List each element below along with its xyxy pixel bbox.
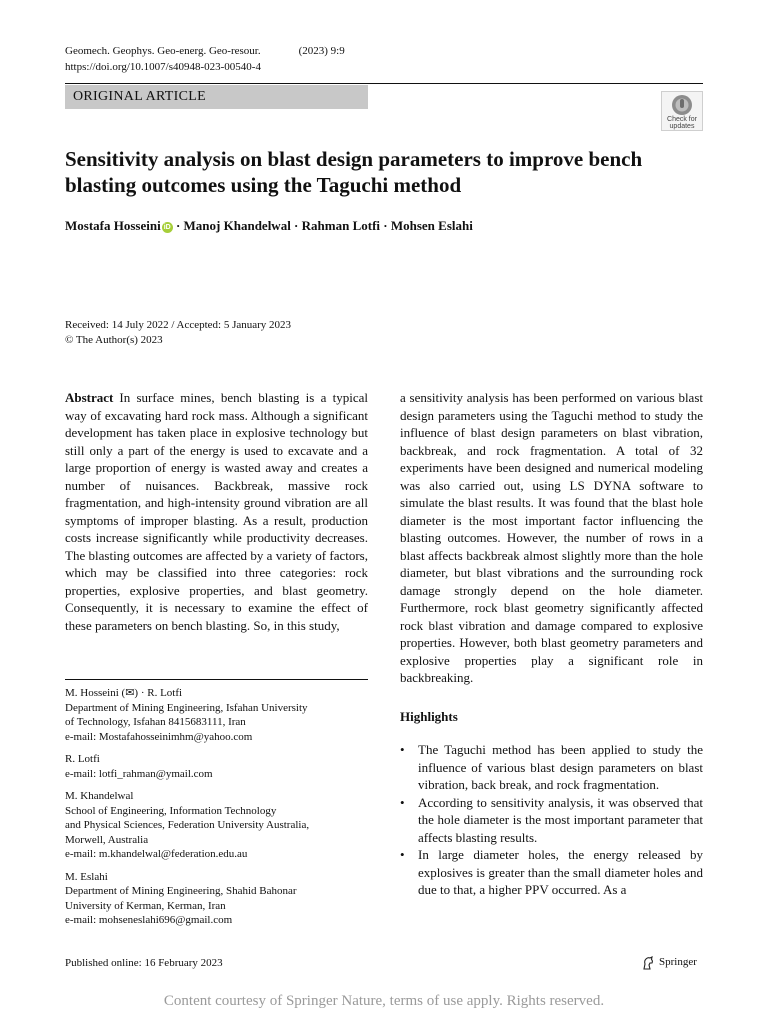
bullet-icon: • bbox=[400, 794, 405, 810]
affiliation-line: M. Khandelwal bbox=[65, 790, 134, 802]
affiliation-line: Department of Mining Engineering, Shahid Bahonar bbox=[65, 885, 297, 897]
article-type-banner: ORIGINAL ARTICLE bbox=[65, 85, 368, 109]
affiliation-line: M. Eslahi bbox=[65, 870, 108, 883]
author-first[interactable]: Mostafa Hosseini bbox=[65, 218, 161, 233]
affiliations-rule bbox=[65, 679, 368, 680]
rights-notice: Content courtesy of Springer Nature, terms of use apply. Rights reserved. bbox=[163, 993, 605, 1009]
affiliation-line: Department of Mining Engineering, Isfahan University bbox=[65, 701, 308, 714]
paper-title: Sensitivity analysis on blast design parameters to improve bench blasting outcomes using the Taguchi method bbox=[65, 147, 643, 197]
springer-logo[interactable] bbox=[641, 955, 697, 970]
header-rule bbox=[65, 83, 703, 84]
affiliation-line: and Physical Sciences, Federation University Australia, bbox=[65, 819, 310, 831]
affiliation-line: Morwell, Australia bbox=[65, 833, 149, 846]
author-rest[interactable]: · Manoj Khandelwal · Rahman Lotfi · Mohsen Eslahi bbox=[172, 218, 473, 233]
affiliation-line: M. Hosseini (✉) · R. Lotfi bbox=[65, 687, 183, 699]
springer-horse-icon bbox=[641, 956, 655, 970]
doi-link[interactable]: https://doi.org/10.1007/s40948-023-00540-4 bbox=[65, 61, 261, 73]
highlight-item bbox=[400, 846, 703, 899]
highlights-list bbox=[400, 741, 703, 899]
affiliation-line: e-mail: lotfi_rahman@ymail.com bbox=[65, 767, 213, 780]
affiliation-block bbox=[65, 752, 368, 781]
affiliation-block bbox=[65, 789, 368, 862]
check-for-updates-icon bbox=[671, 94, 693, 116]
affiliations bbox=[65, 686, 368, 936]
abstract-text-left: In surface mines, bench blasting is a typical way of excavating hard rock mass. Although a significant development has taken place in explosive technology but still only a part of the energy is used to excavate and a large proportion of energy is wasted away and creates a number of nuisances. Backbreak, massive rock fragmentation, and high-intensity ground vibration are all symptoms of improper blasting. As a result, production costs increase significantly while productivity decreases. The blasting outcomes are affected by a variety of factors, which may be classified into three categories: rock properties, explosive properties, and blast geometry. Consequently, it is necessary to examine the effect of these parameters on bench blasting. So, in this study, bbox=[65, 390, 368, 633]
copyright: © The Author(s) 2023 bbox=[65, 334, 163, 346]
affiliation-block bbox=[65, 686, 368, 744]
highlights-heading: Highlights bbox=[400, 709, 458, 724]
highlight-text: According to sensitivity analysis, it was observed that the hole diameter is the most important parameter that affects blasting results. bbox=[418, 794, 703, 845]
affiliation-line: R. Lotfi bbox=[65, 753, 100, 765]
bullet-icon: • bbox=[400, 847, 405, 862]
article-dates bbox=[65, 318, 291, 348]
journal-name: Geomech. Geophys. Geo-energ. Geo-resour. bbox=[65, 45, 261, 57]
affiliation-line: of Technology, Isfahan 8415683111, Iran bbox=[65, 716, 246, 728]
affiliation-line: University of Kerman, Kerman, Iran bbox=[65, 899, 226, 912]
bullet-icon: • bbox=[400, 742, 405, 757]
highlight-item bbox=[400, 741, 703, 794]
check-for-updates-badge[interactable] bbox=[661, 91, 703, 131]
affiliation-line: e-mail: m.khandelwal@federation.edu.au bbox=[65, 848, 248, 860]
abstract-label: Abstract bbox=[65, 390, 114, 405]
affiliation-line: School of Engineering, Information Technology bbox=[65, 804, 277, 817]
journal-volume: (2023) 9:9 bbox=[298, 45, 345, 57]
abstract-right-column bbox=[400, 389, 703, 687]
highlight-item bbox=[400, 794, 703, 847]
highlight-text: The Taguchi method has been applied to study the influence of various blast design parameters on blast vibration, back break, and rock fragmentation. bbox=[418, 742, 703, 792]
highlight-text: In large diameter holes, the energy released by explosives is greater than the small diameter holes and due to that, a higher PPV occurred. As a bbox=[418, 847, 703, 897]
journal-header bbox=[65, 43, 345, 75]
abstract-text-right: a sensitivity analysis has been performed on various blast design parameters using the Taguchi method to study the influence of blast design parameters on blast vibration, backbreak, and rock fragmentation. A total of 32 experiments have been designed and numerical modeling was also carried out, using LS DYNA software to simulate the blast results. It was found that the blast hole diameter is the most important factor influencing the blasting outcomes. However, the number of rows in a blast affects backbreak almost slightly more than the hole diameter, but blast vibrations and the surrounding rock damage strongly depend on the hole diameter. Furthermore, rock blast geometry significantly affected rock blast vibration and damage compared to explosive properties. However, both blast geometry parameters and explosive properties play a significant role in backbreaking. bbox=[400, 390, 703, 685]
author-list bbox=[65, 217, 473, 235]
check-badge-line1: Check for bbox=[667, 116, 697, 123]
publisher-name: Springer bbox=[659, 956, 697, 968]
affiliation-block bbox=[65, 870, 368, 928]
abstract-left-column bbox=[65, 389, 368, 634]
orcid-icon[interactable]: iD bbox=[163, 224, 171, 231]
check-badge-line2: updates bbox=[669, 123, 695, 130]
affiliation-line: e-mail: mohseneslahi696@gmail.com bbox=[65, 914, 233, 926]
affiliation-line: e-mail: Mostafahosseinimhm@yahoo.com bbox=[65, 730, 253, 743]
received-accepted: Received: 14 July 2022 / Accepted: 5 January 2023 bbox=[65, 319, 292, 331]
published-online: Published online: 16 February 2023 bbox=[65, 957, 223, 969]
